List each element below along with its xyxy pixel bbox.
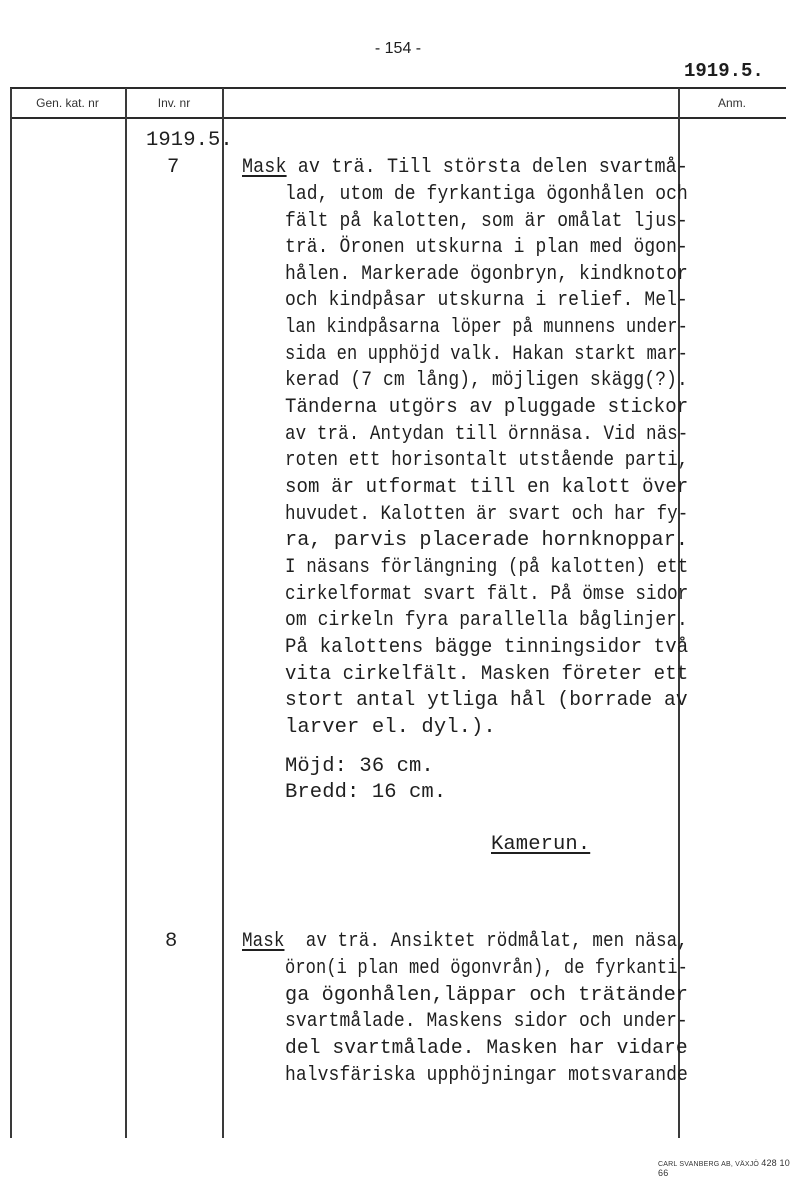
description-line: sida en upphöjd valk. Hakan starkt mar- [285,343,688,366]
printer-imprint [658,1158,796,1178]
description-line: ra, parvis placerade hornknoppar. [285,529,689,552]
description-line: lad, utom de fyrkantiga ögonhålen och [285,183,688,206]
first-line-rest: av trä. Till största delen svartmå- [286,156,688,179]
header-anm: Anm. [717,96,746,110]
form-code: 428 10 66 [658,1158,790,1178]
description-line: hålen. Markerade ögonbryn, kindknotor [285,263,688,286]
object-origin: Kamerun. [491,833,591,856]
top-reference: 1919.5. [684,60,764,82]
description-line: kerad (7 cm lång), möjligen skägg(?). [285,369,688,392]
description-line: trä. Öronen utskurna i plan med ögon- [285,236,688,259]
header-description [223,92,678,114]
entry-first-line [242,929,688,955]
description-line: Tänderna utgörs av pluggade stickor [285,396,689,419]
header-inv-nr: Inv. nr [157,96,191,110]
description-line: halvsfäriska upphöjningar motsvarande [285,1064,688,1087]
description-line: cirkelformat svart fält. På ömse sidor [285,583,689,606]
object-type: Mask [242,930,285,953]
first-line-rest: av trä. Ansiktet rödmålat, men näsa, [284,930,688,953]
description-line: av trä. Antydan till örnnäsa. Vid näs- [285,423,689,446]
description-line: fält på kalotten, som är omålat ljus- [285,210,688,233]
printer-name: CARL SVANBERG AB, VÄXJÖ [658,1161,760,1168]
description-line: och kindpåsar utskurna i relief. Mel- [285,289,688,312]
description-line: larver el. dyl.). [285,716,496,739]
description-line: om cirkeln fyra parallella båglinjer. [285,609,688,632]
description-line: vita cirkelfält. Masken företer ett [285,663,689,686]
description-line: huvudet. Kalotten är svart och har fy- [285,503,689,526]
description-line: ga ögonhålen,läppar och trätänder [285,984,689,1007]
description-line: öron(i plan med ögonvrån), de fyrkanti- [285,957,688,980]
description-line: roten ett horisontalt utstående parti, [285,449,689,472]
object-height: Möjd: 36 cm. [285,755,434,778]
header-gen-kat-nr: Gen. kat. nr [36,96,99,110]
inv-number: 7 [167,156,180,179]
column-divider-left-edge [10,88,12,1138]
description-line: svartmålade. Maskens sidor och under- [285,1010,688,1033]
entry-first-line [242,155,688,181]
object-type: Mask [242,156,287,179]
description-line: del svartmålade. Masken har vidare [285,1037,688,1060]
column-divider-gen-inv [125,88,127,1138]
page-number: - 154 - [374,40,422,57]
description-line: stort antal ytliga hål (borrade av [285,689,688,712]
inv-series: 1919.5. [146,129,233,152]
description-line: På kalottens bägge tinningsidor två [285,636,689,659]
description-line: lan kindpåsarna löper på munnens under- [285,316,688,339]
column-divider-inv-desc [222,88,224,1138]
object-width: Bredd: 16 cm. [285,781,447,804]
description-line: som är utformat till en kalott över [285,476,689,499]
inv-number: 8 [165,930,178,953]
description-line: I näsans förlängning (på kalotten) ett [285,556,689,579]
